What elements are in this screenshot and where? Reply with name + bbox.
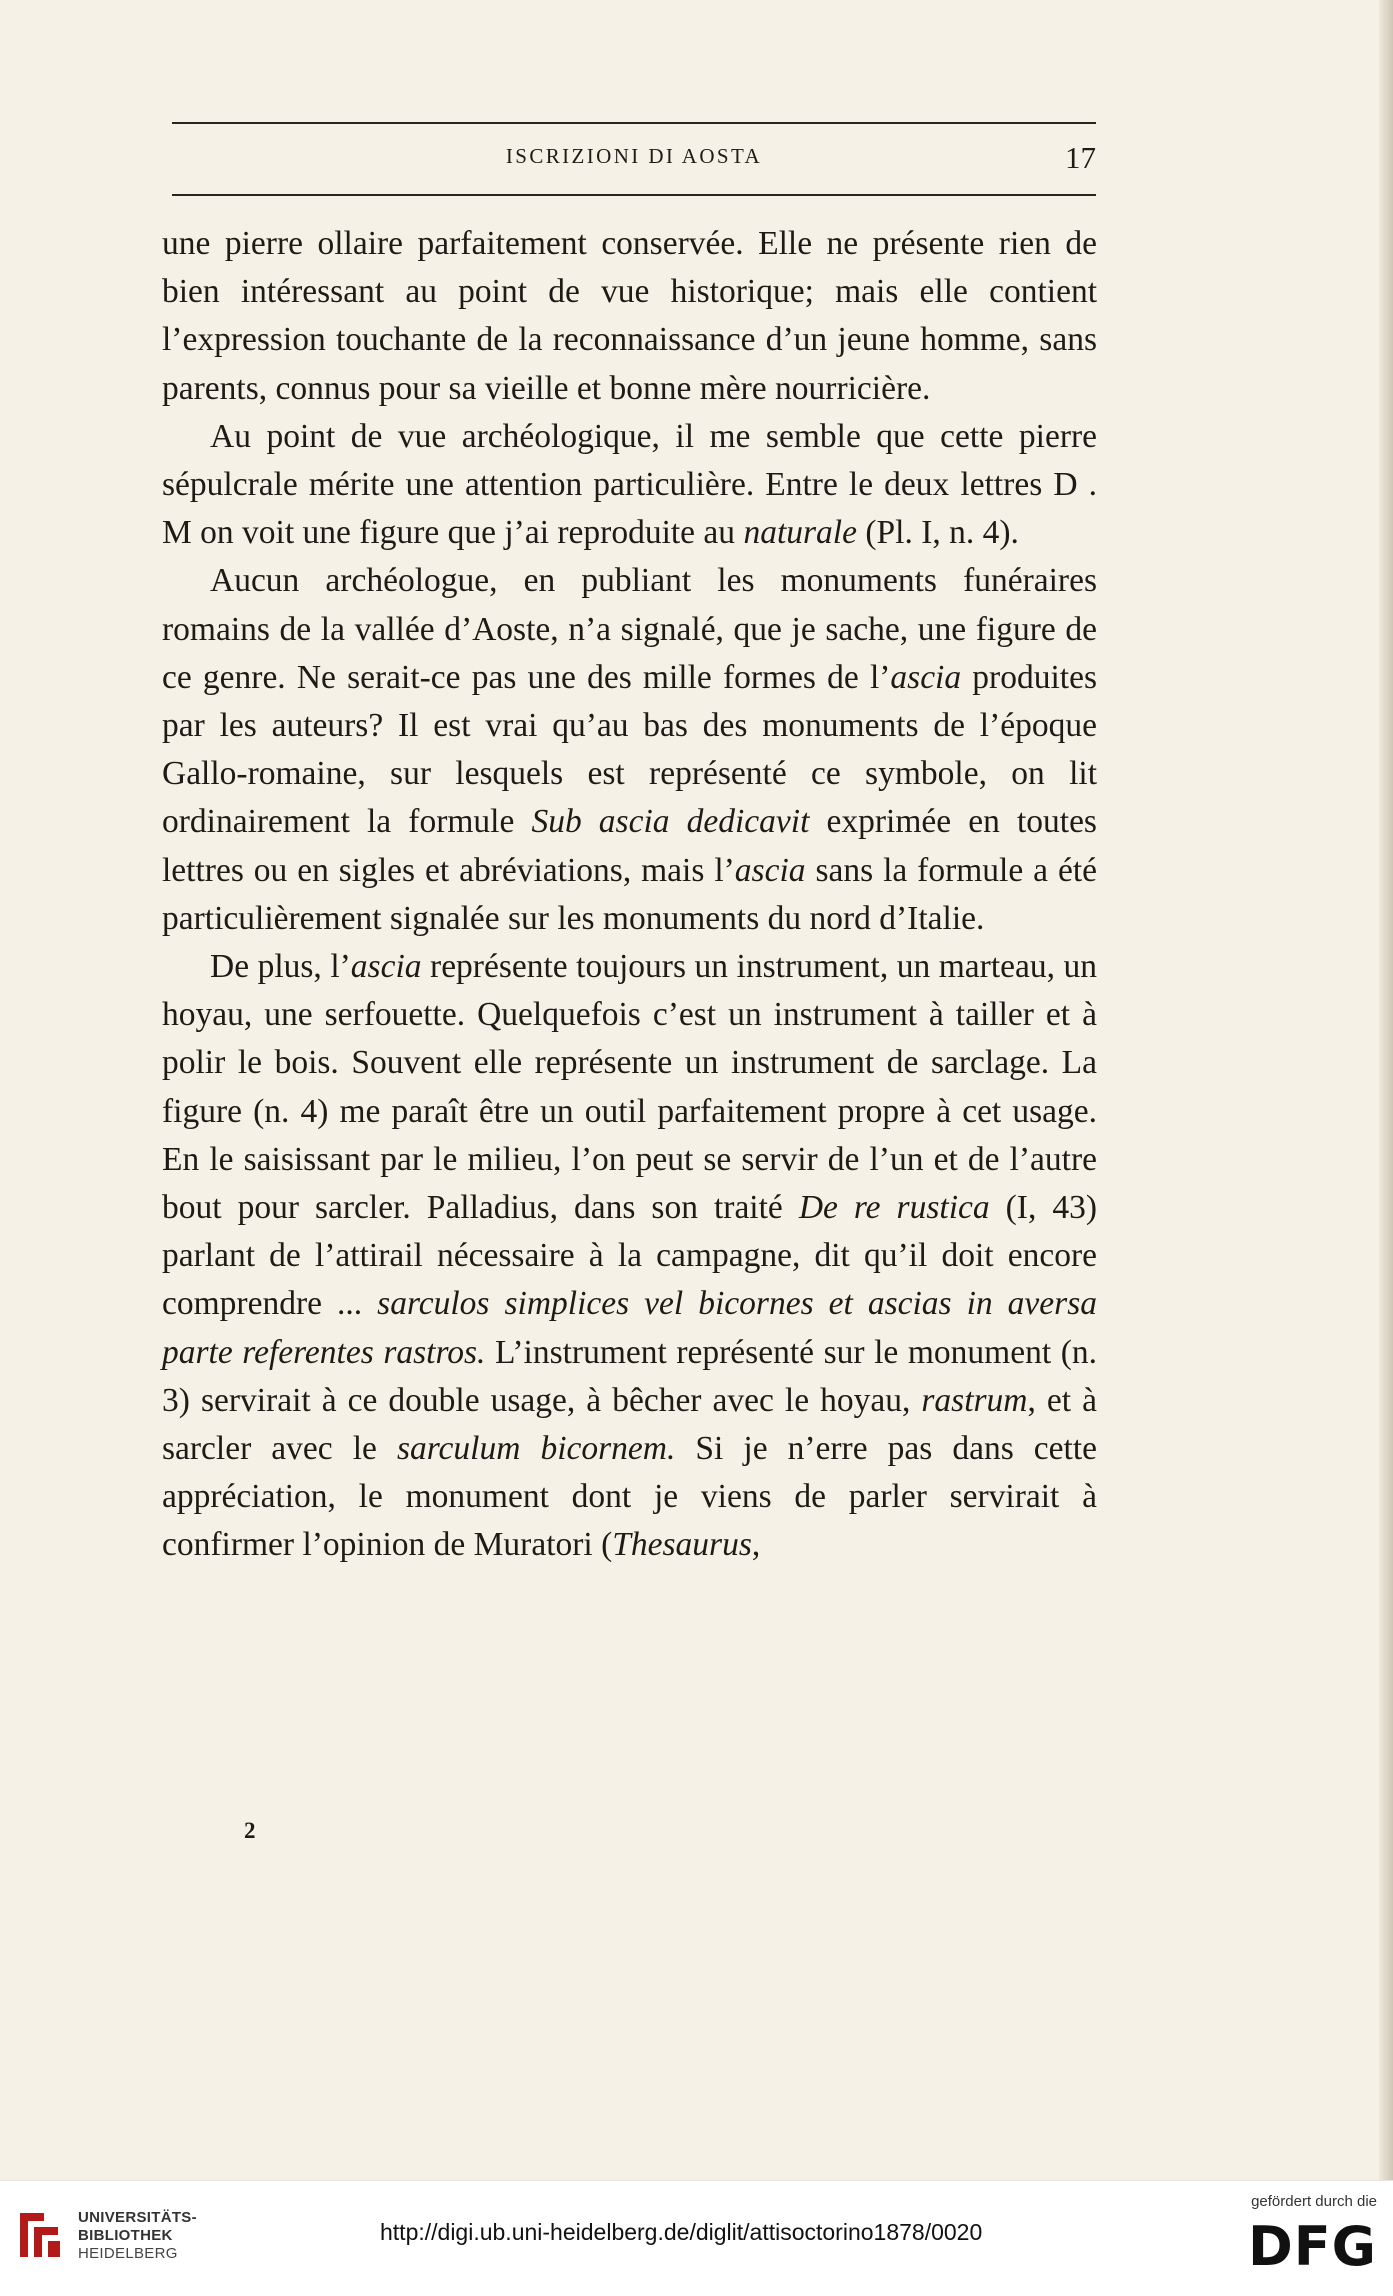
italic-segment: naturale (743, 514, 857, 552)
text-segment: (Pl. I, n. 4). (856, 514, 1019, 552)
library-name-line1: UNIVERSITÄTS- (78, 2209, 197, 2226)
italic-segment: ascia (350, 948, 422, 986)
running-title: ISCRIZIONI DI AOSTA (505, 144, 763, 168)
signature-mark: 2 (244, 1818, 256, 1843)
text-segment: représente toujours un instrument, un marteau, un hoyau, une serfouette. Quelquefois c’est un instrument à tailler et à polir le bois. Souvent elle représente un instrument de sarclage. La figure (n. 4) me paraît être un outil parfaitement propre à cet usage. En le saisissant par le milieu, l’on peut se servir de l’un et de l’autre bout pour sarcler. Palladius, dans son traité (162, 948, 1098, 1227)
text-segment: produites par les auteurs? Il est vrai qu’au bas des monuments de l’époque Gallo-romaine, sur lesquels est représenté ce symbole, on lit ordinairement la formule (162, 658, 1097, 841)
text-segment: , et à sarcler avec le (162, 1381, 1097, 1468)
italic-segment: De re rustica (798, 1189, 990, 1227)
running-head (172, 140, 1096, 180)
paragraph (162, 220, 1097, 413)
page-edge-shadow (1379, 0, 1393, 2180)
text-segment: Aucun archéologue, en publiant les monuments funéraires romains de la vallée d’Aoste, n’a signalé, que je sache, une figure de ce genre. Ne serait-ce pas une des mille formes de l’ (162, 562, 1097, 696)
body-text (162, 220, 1097, 1570)
italic-segment: sarculum bicornem. (396, 1430, 676, 1468)
library-name-line3: HEIDELBERG (78, 2245, 178, 2262)
library-name-line2: BIBLIOTHEK (78, 2227, 173, 2244)
ub-heidelberg-logo-icon (14, 2207, 66, 2263)
paragraph (162, 413, 1097, 558)
italic-segment: Sub ascia dedicavit (531, 803, 810, 841)
italic-segment: ascia (734, 851, 806, 889)
text-segment: De plus, l’ (210, 948, 351, 986)
paragraph (162, 943, 1097, 1570)
text-segment: exprimée en toutes lettres ou en sigles et abréviations, mais l’ (162, 803, 1097, 889)
page-number: 17 (1065, 140, 1096, 175)
text-segment: Si je n’erre pas dans cette appréciation, le monument dont je viens de parler servirait à confirmer l’opinion de Muratori ( (162, 1430, 1098, 1564)
funder-label: gefördert durch die (1251, 2193, 1377, 2210)
header-bottom-rule (172, 194, 1096, 196)
text-segment: sans la formule a été particulièrement signalée sur les monuments du nord d’Italie. (162, 851, 1097, 937)
library-name (78, 2209, 197, 2263)
dfg-logo: DFG (1247, 2215, 1377, 2278)
paragraph (162, 557, 1097, 943)
viewer-footer (0, 2180, 1393, 2296)
text-segment: (I, 43) parlant de l’attirail nécessaire à la campagne, dit qu’il doit encore comprendre ... (162, 1189, 1097, 1323)
italic-segment: sarculos simplices vel bicornes et ascias in aversa parte referentes rastros. (162, 1285, 1097, 1371)
italic-segment: rastrum (921, 1381, 1028, 1419)
text-segment: , (751, 1526, 761, 1564)
italic-segment: ascia (890, 658, 962, 696)
italic-segment: Thesaurus (612, 1526, 752, 1564)
text-segment: une pierre ollaire parfaitement conservée. Elle ne présente rien de bien intéressant au point de vue historique; mais elle contient l’expression touchante de la reconnaissance d’un jeune homme, sans parents, connus pour sa vieille et bonne mère nourricière. (162, 225, 1097, 407)
text-segment: Au point de vue archéologique, il me semble que cette pierre sépulcrale mérite une attention particulière. Entre le deux lettres D . M on voit une figure que j’ai reproduite au (162, 417, 1097, 552)
text-segment: L’instrument représenté sur le monument (n. 3) servirait à ce double usage, à bêcher avec le hoyau, (162, 1333, 1097, 1419)
header-top-rule (172, 122, 1096, 124)
permalink-url[interactable]: http://digi.ub.uni-heidelberg.de/diglit/attisoctorino1878/0020 (380, 2219, 983, 2245)
